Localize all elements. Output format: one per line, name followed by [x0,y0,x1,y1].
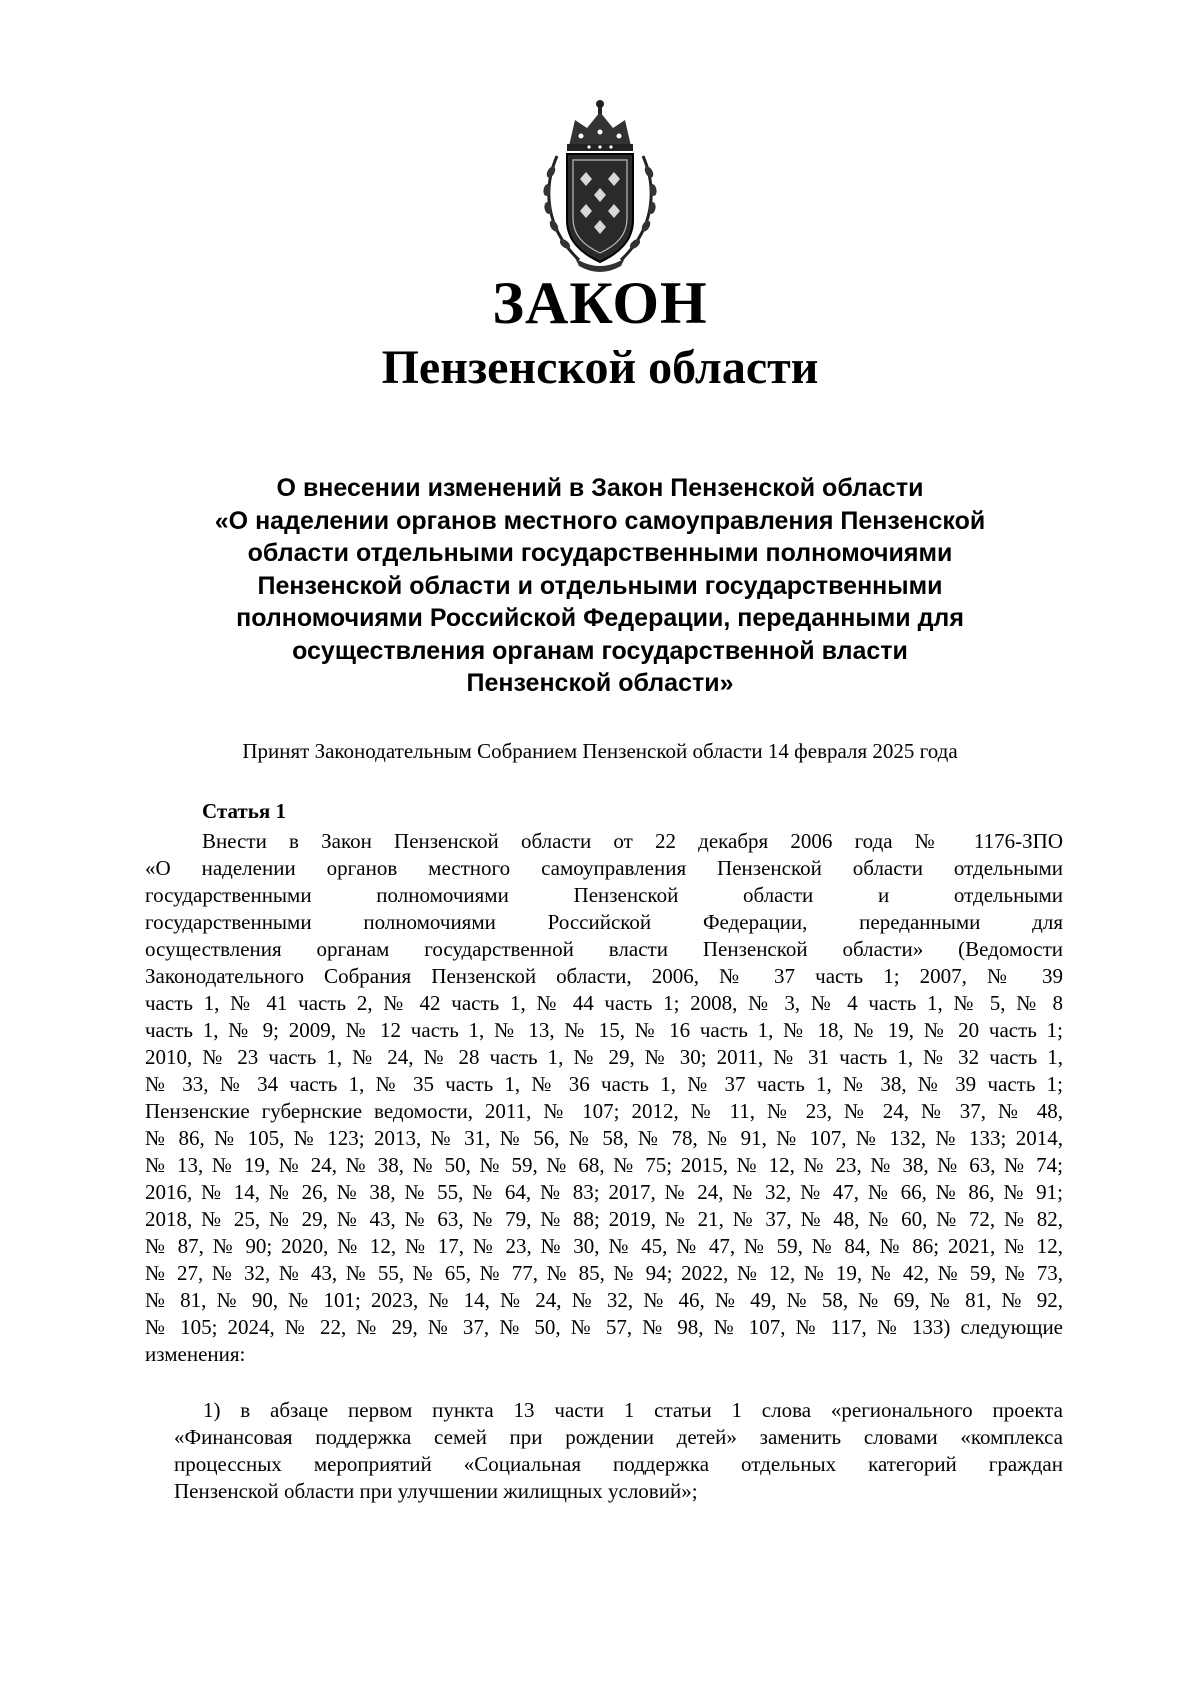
paragraph-line: № 86, № 105, № 123; 2013, № 31, № 56, № 58, № 78, № 91, № 107, № 132, № 133; 2014, [145,1126,1063,1150]
heading-line: Пензенской области» [466,669,734,697]
paragraph-line: осуществления органам государственной власти Пензенской области» (Ведомости [145,937,1063,961]
item-line: Пензенской области при улучшении жилищных условий»; [174,1479,698,1503]
heading-line: области отдельными государственными полномочиями [247,539,953,567]
law-region-subtitle: Пензенской области [381,341,819,394]
paragraph-line: 2018, № 25, № 29, № 43, № 63, № 79, № 88; 2019, № 21, № 37, № 48, № 60, № 72, № 82, [145,1207,1063,1231]
article-paragraph [145,828,1063,1368]
paragraph-line: № 87, № 90; 2020, № 12, № 17, № 23, № 30, № 45, № 47, № 59, № 84, № 86; 2021, № 12, [145,1234,1063,1258]
paragraph-line: Пензенские губернские ведомости, 2011, № 107; 2012, № 11, № 23, № 24, № 37, № 48, [145,1099,1063,1123]
item-line: 1) в абзаце первом пункта 13 части 1 статьи 1 слова «регионального проекта [203,1398,1063,1422]
law-title: ЗАКОН [492,270,708,336]
heading-line: О внесении изменений в Закон Пензенской области [276,474,924,502]
paragraph-line: часть 1, № 41 часть 2, № 42 часть 1, № 44 часть 1; 2008, № 3, № 4 часть 1, № 5, № 8 [145,991,1063,1015]
paragraph-line: № 33, № 34 часть 1, № 35 часть 1, № 36 часть 1, № 37 часть 1, № 38, № 39 часть 1; [145,1072,1063,1096]
paragraph-line: государственными полномочиями Российской Федерации, переданными для [145,910,1063,934]
paragraph-line: № 105; 2024, № 22, № 29, № 37, № 50, № 57, № 98, № 107, № 117, № 133) следующие [145,1315,1063,1339]
paragraph-line: изменения: [145,1342,246,1366]
heading-line: Пензенской области и отдельными государственными [257,571,943,600]
heading-line: «О наделении органов местного самоуправления Пензенской [214,506,986,535]
heading-line: осуществления органам государственной власти [292,636,908,665]
law-heading [130,472,1070,700]
paragraph-line: Законодательного Собрания Пензенской области, 2006, № 37 часть 1; 2007, № 39 [145,964,1063,988]
paragraph-line: часть 1, № 9; 2009, № 12 часть 1, № 13, № 15, № 16 часть 1, № 18, № 19, № 20 часть 1; [145,1018,1063,1042]
paragraph-line: 2010, № 23 часть 1, № 24, № 28 часть 1, № 29, № 30; 2011, № 31 часть 1, № 32 часть 1, [145,1045,1063,1069]
heading-line: полномочиями Российской Федерации, переданными для [236,604,964,632]
item-line: «Финансовая поддержка семей при рождении детей» заменить словами «комплекса [174,1425,1063,1449]
article-item-1 [174,1397,1063,1505]
paragraph-line: Внести в Закон Пензенской области от 22 декабря 2006 года № 1176-ЗПО [202,829,1063,853]
paragraph-line: № 13, № 19, № 24, № 38, № 50, № 59, № 68, № 75; 2015, № 12, № 23, № 38, № 63, № 74; [145,1153,1063,1177]
paragraph-line: 2016, № 14, № 26, № 38, № 55, № 64, № 83; 2017, № 24, № 32, № 47, № 66, № 86, № 91; [145,1180,1063,1204]
paragraph-line: № 81, № 90, № 101; 2023, № 14, № 24, № 32, № 46, № 49, № 58, № 69, № 81, № 92, [145,1288,1063,1312]
article-title: Статья 1 [202,799,286,823]
paragraph-line: государственными полномочиями Пензенской области и отдельными [145,883,1063,907]
item-line: процессных мероприятий «Социальная поддержка отдельных категорий граждан [174,1452,1063,1476]
coat-of-arms-emblem [539,98,661,276]
adoption-note: Принят Законодательным Собранием Пензенской области 14 февраля 2025 года [242,739,958,763]
paragraph-line: № 27, № 32, № 43, № 55, № 65, № 77, № 85, № 94; 2022, № 12, № 19, № 42, № 59, № 73, [145,1261,1063,1285]
paragraph-line: «О наделении органов местного самоуправления Пензенской области отдельными [145,856,1063,880]
